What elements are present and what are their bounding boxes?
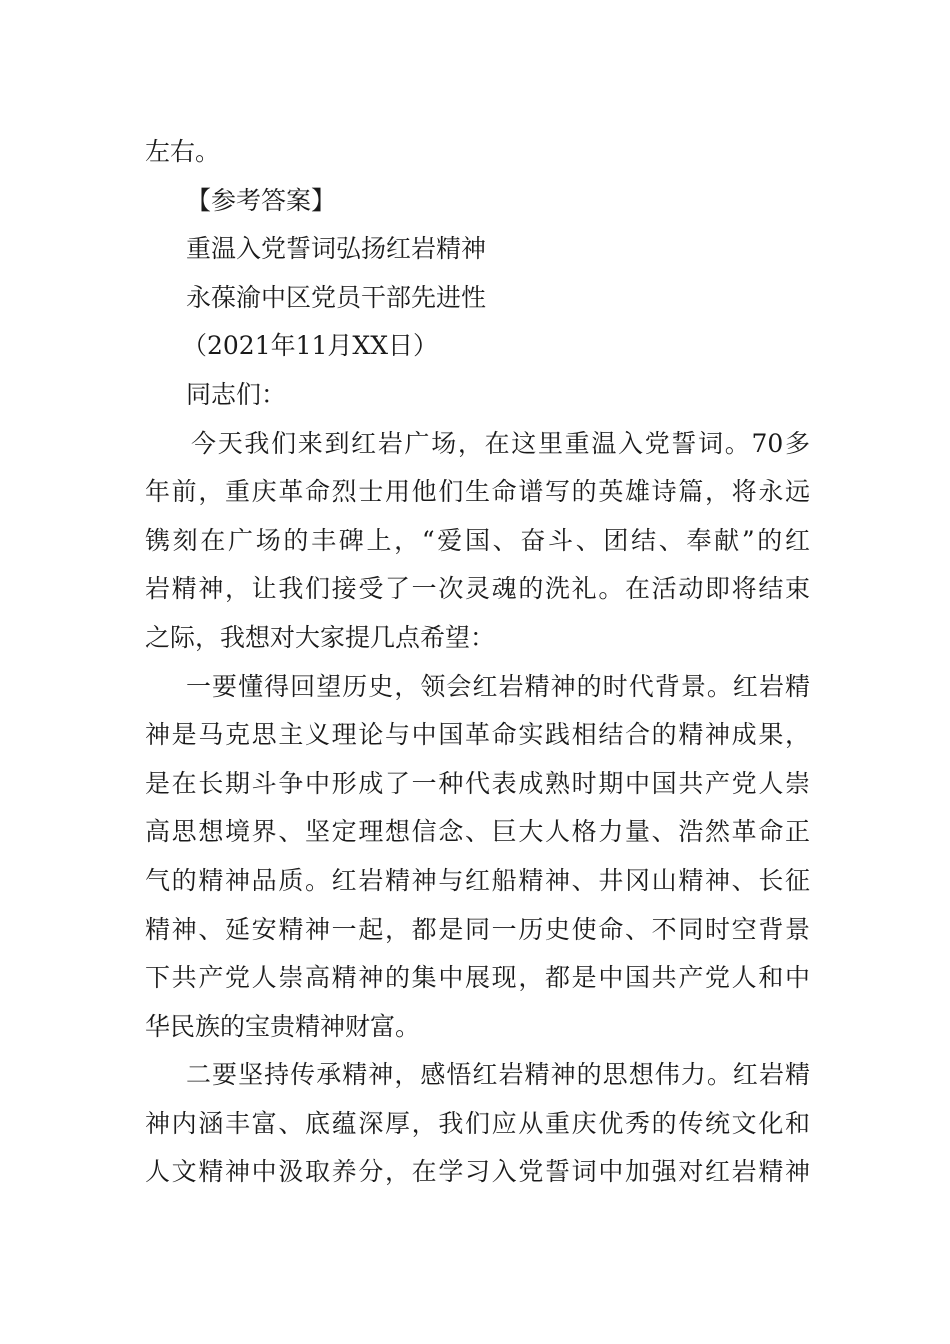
paragraph-1-line-1: 今天我们来到红岩广场，在这里重温入党誓词。70多 <box>191 428 810 458</box>
speech-date: （2021年11月XX日） <box>182 331 439 361</box>
reference-answer-heading: 【参考答案】 <box>186 185 337 215</box>
paragraph-3-line-2: 神内涵丰富、底蕴深厚，我们应从重庆优秀的传统文化和 <box>145 1108 810 1138</box>
paragraph-1-line-2: 年前，重庆革命烈士用他们生命谱写的英雄诗篇，将永远 <box>145 477 810 507</box>
salutation: 同志们： <box>186 379 287 409</box>
paragraph-2-line-4: 高思想境界、坚定理想信念、巨大人格力量、浩然革命正 <box>145 817 810 847</box>
speech-title-line-1: 重温入党誓词弘扬红岩精神 <box>186 234 487 264</box>
paragraph-1-line-3: 镌刻在广场的丰碑上，“爱国、奋斗、团结、奉献”的红 <box>145 525 810 555</box>
paragraph-1-line-4: 岩精神，让我们接受了一次灵魂的洗礼。在活动即将结束 <box>145 574 810 604</box>
paragraph-2-line-8: 华民族的宝贵精神财富。 <box>145 1011 421 1041</box>
paragraph-3-line-3: 人文精神中汲取养分，在学习入党誓词中加强对红岩精神 <box>145 1157 810 1187</box>
paragraph-1-line-5: 之际，我想对大家提几点希望： <box>145 622 496 652</box>
paragraph-2-line-3: 是在长期斗争中形成了一种代表成熟时期中国共产党人崇 <box>145 768 810 798</box>
paragraph-3-line-1: 二要坚持传承精神，感悟红岩精神的思想伟力。红岩精 <box>186 1060 810 1090</box>
paragraph-2-line-2: 神是马克思主义理论与中国革命实践相结合的精神成果， <box>145 720 810 750</box>
speech-title-line-2: 永葆渝中区党员干部先进性 <box>186 282 487 312</box>
paragraph-2-line-5: 气的精神品质。红岩精神与红船精神、井冈山精神、长征 <box>145 865 810 895</box>
document-body <box>145 128 810 1197</box>
paragraph-2-line-6: 精神、延安精神一起，都是同一历史使命、不同时空背景 <box>145 914 810 944</box>
paragraph-2-line-7: 下共产党人崇高精神的集中展现，都是中国共产党人和中 <box>145 963 810 993</box>
text-line-continuation: 左右。 <box>145 137 221 166</box>
paragraph-2-line-1: 一要懂得回望历史，领会红岩精神的时代背景。红岩精 <box>186 671 810 701</box>
